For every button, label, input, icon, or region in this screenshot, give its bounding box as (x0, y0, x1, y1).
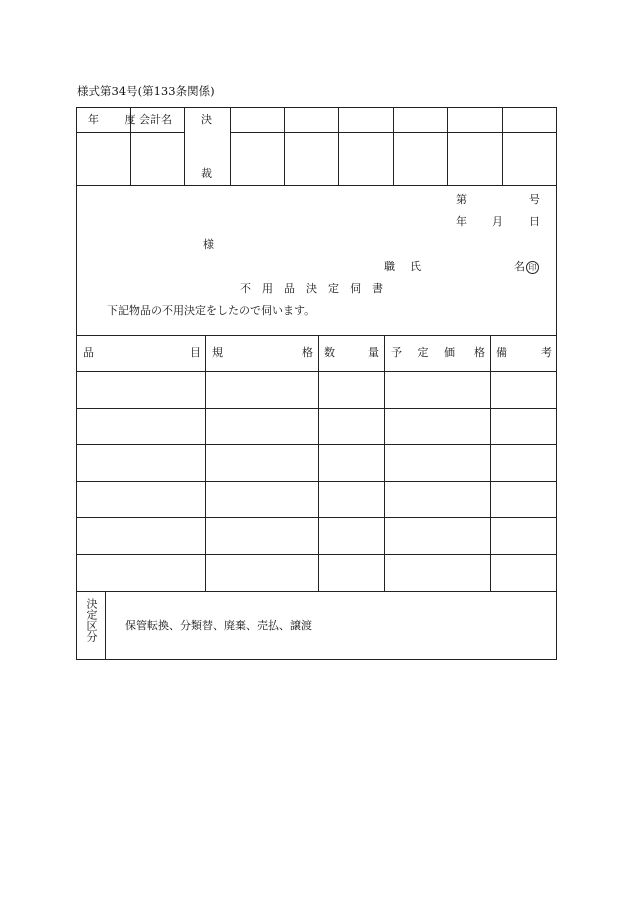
col-qty-left: 数 (324, 346, 335, 359)
decision-label: 決定区分 (85, 598, 98, 642)
year-label: 年 度 (88, 113, 147, 126)
col-item-left: 品 (83, 346, 94, 359)
number-suffix: 号 (529, 193, 540, 206)
position-label: 職 (384, 260, 395, 273)
decision-options: 保管転換、分類替、廃棄、売払、譲渡 (125, 619, 312, 632)
document-title: 不用品決定伺書 (240, 282, 394, 295)
col-notes-right: 考 (541, 346, 552, 359)
date-year: 年 (456, 215, 467, 228)
number-prefix: 第 (456, 193, 467, 206)
name-label: 氏 (410, 260, 421, 273)
table-row (77, 555, 556, 590)
name-end: 名 (514, 260, 525, 273)
col-item-right: 目 (190, 346, 201, 359)
seal-icon: 印 (526, 261, 539, 274)
date-day: 日 (529, 215, 540, 228)
col-price-right: 格 (474, 346, 485, 359)
table-row (77, 518, 556, 553)
col-notes-left: 備 (496, 346, 507, 359)
table-row (77, 409, 556, 444)
col-price-left: 予 定 価 (391, 346, 461, 359)
addressee-suffix: 様 (203, 238, 214, 251)
approval-label-bottom: 裁 (201, 167, 212, 180)
account-label: 会計名 (139, 113, 172, 126)
date-month: 月 (492, 215, 503, 228)
col-spec-left: 規 (212, 346, 223, 359)
table-row (77, 482, 556, 517)
table-row (77, 372, 556, 407)
table-row (77, 445, 556, 480)
body-text: 下記物品の不用決定をしたので伺います。 (107, 304, 316, 317)
name-seal (514, 260, 539, 274)
col-qty-right: 量 (368, 346, 379, 359)
col-spec-right: 格 (302, 346, 313, 359)
form-title: 様式第34号(第133条関係) (77, 84, 215, 98)
approval-label-top: 決 (201, 113, 212, 126)
